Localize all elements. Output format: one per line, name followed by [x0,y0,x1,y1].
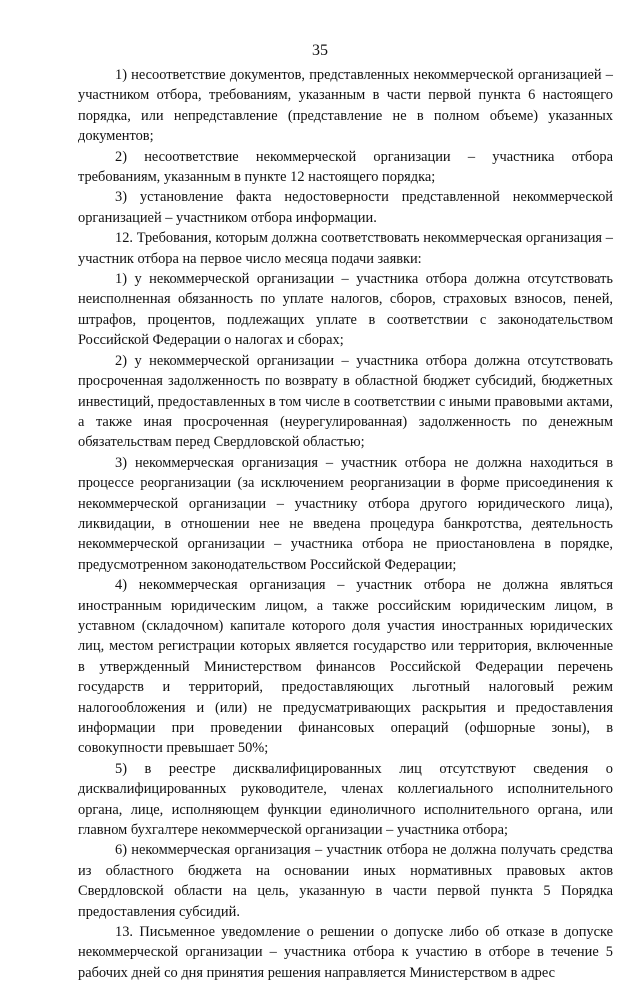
paragraph-3-false-information: 3) установление факта недостоверности представленной некоммерческой организацией – участником отбора информации. [78,189,613,226]
paragraph-item-13-notification: 13. Письменное уведомление о решении о допуске либо об отказе в допуске некоммерческой организации – участника отбора к участию в отборе в течение 5 рабочих дней со дня принятия решения направляется Министерством в адрес [78,924,613,981]
paragraph-1-non-compliance-documents: 1) несоответствие документов, представленных некоммерческой организацией – участником отбора, требованиям, указанным в части первой пункта 6 настоящего порядка, или непредставление (представление не в полном объеме) указанных документов; [78,67,613,145]
paragraph-requirement-5-disqualified: 5) в реестре дисквалифицированных лиц отсутствуют сведения о дисквалифицированных руководителе, членах коллегиального исполнительного органа, лице, исполняющем функции единоличного исполнительного органа, или главном бухгалтере некоммерческой организации – участника отбора; [78,760,613,839]
paragraph-requirement-6-other-funds: 6) некоммерческая организация – участник отбора не должна получать средства из областного бюджета на основании иных нормативных правовых актов Свердловской области на цель, указанную в части первой пункта 5 Порядка предоставления субсидий. [78,842,613,920]
document-body [78,65,613,983]
paragraph-requirement-2-debts: 2) у некоммерческой организации – участника отбора должна отсутствовать просроченная задолженность по возврату в областной бюджет субсидий, бюджетных инвестиций, предоставленных в том числе в соответствии с иными правовыми актами, а также иная просроченная (неурегулированная) задолженность по денежным обязательствам перед Свердловской областью; [78,352,613,451]
paragraph-requirement-3-reorganization: 3) некоммерческая организация – участник отбора не должна находиться в процессе реорганизации (за исключением реорганизации в форме присоединения к некоммерческой организации – участнику отбора другого юридического лица), ликвидации, в отношении нее не введена процедура банкротства, деятельность некоммерческой организации – участника отбора не приостановлена в порядке, предусмотренном законодательством Российской Федерации; [78,454,613,573]
paragraph-item-12-requirements: 12. Требования, которым должна соответствовать некоммерческая организация – участник отбора на первое число месяца подачи заявки: [78,230,613,267]
page-number: 35 [312,42,328,59]
paragraph-2-non-compliance-requirements: 2) несоответствие некоммерческой организации – участника отбора требованиям, указанным в пункте 12 настоящего порядка; [78,148,613,186]
paragraph-requirement-4-foreign-entity: 4) некоммерческая организация – участник отбора не должна являться иностранным юридическим лицом, а также российским юридическим лицом, в уставном (складочном) капитале которого доля участия иностранных юридических лиц, местом регистрации которых является государство или территория, включенные в утвержденный Министерством финансов Российской Федерации перечень государств и территорий, предоставляющих льготный налоговый режим налогообложения и (или) не предусматривающих раскрытия и предоставления информации при проведении финансовых операций (офшорные зоны), в совокупности превышает 50%; [78,577,613,757]
paragraph-requirement-1-taxes: 1) у некоммерческой организации – участника отбора должна отсутствовать неисполненная обязанность по уплате налогов, сборов, страховых взносов, пеней, штрафов, процентов, подлежащих уплате в соответствии с законодательством Российской Федерации о налогах и сборах; [78,271,613,349]
